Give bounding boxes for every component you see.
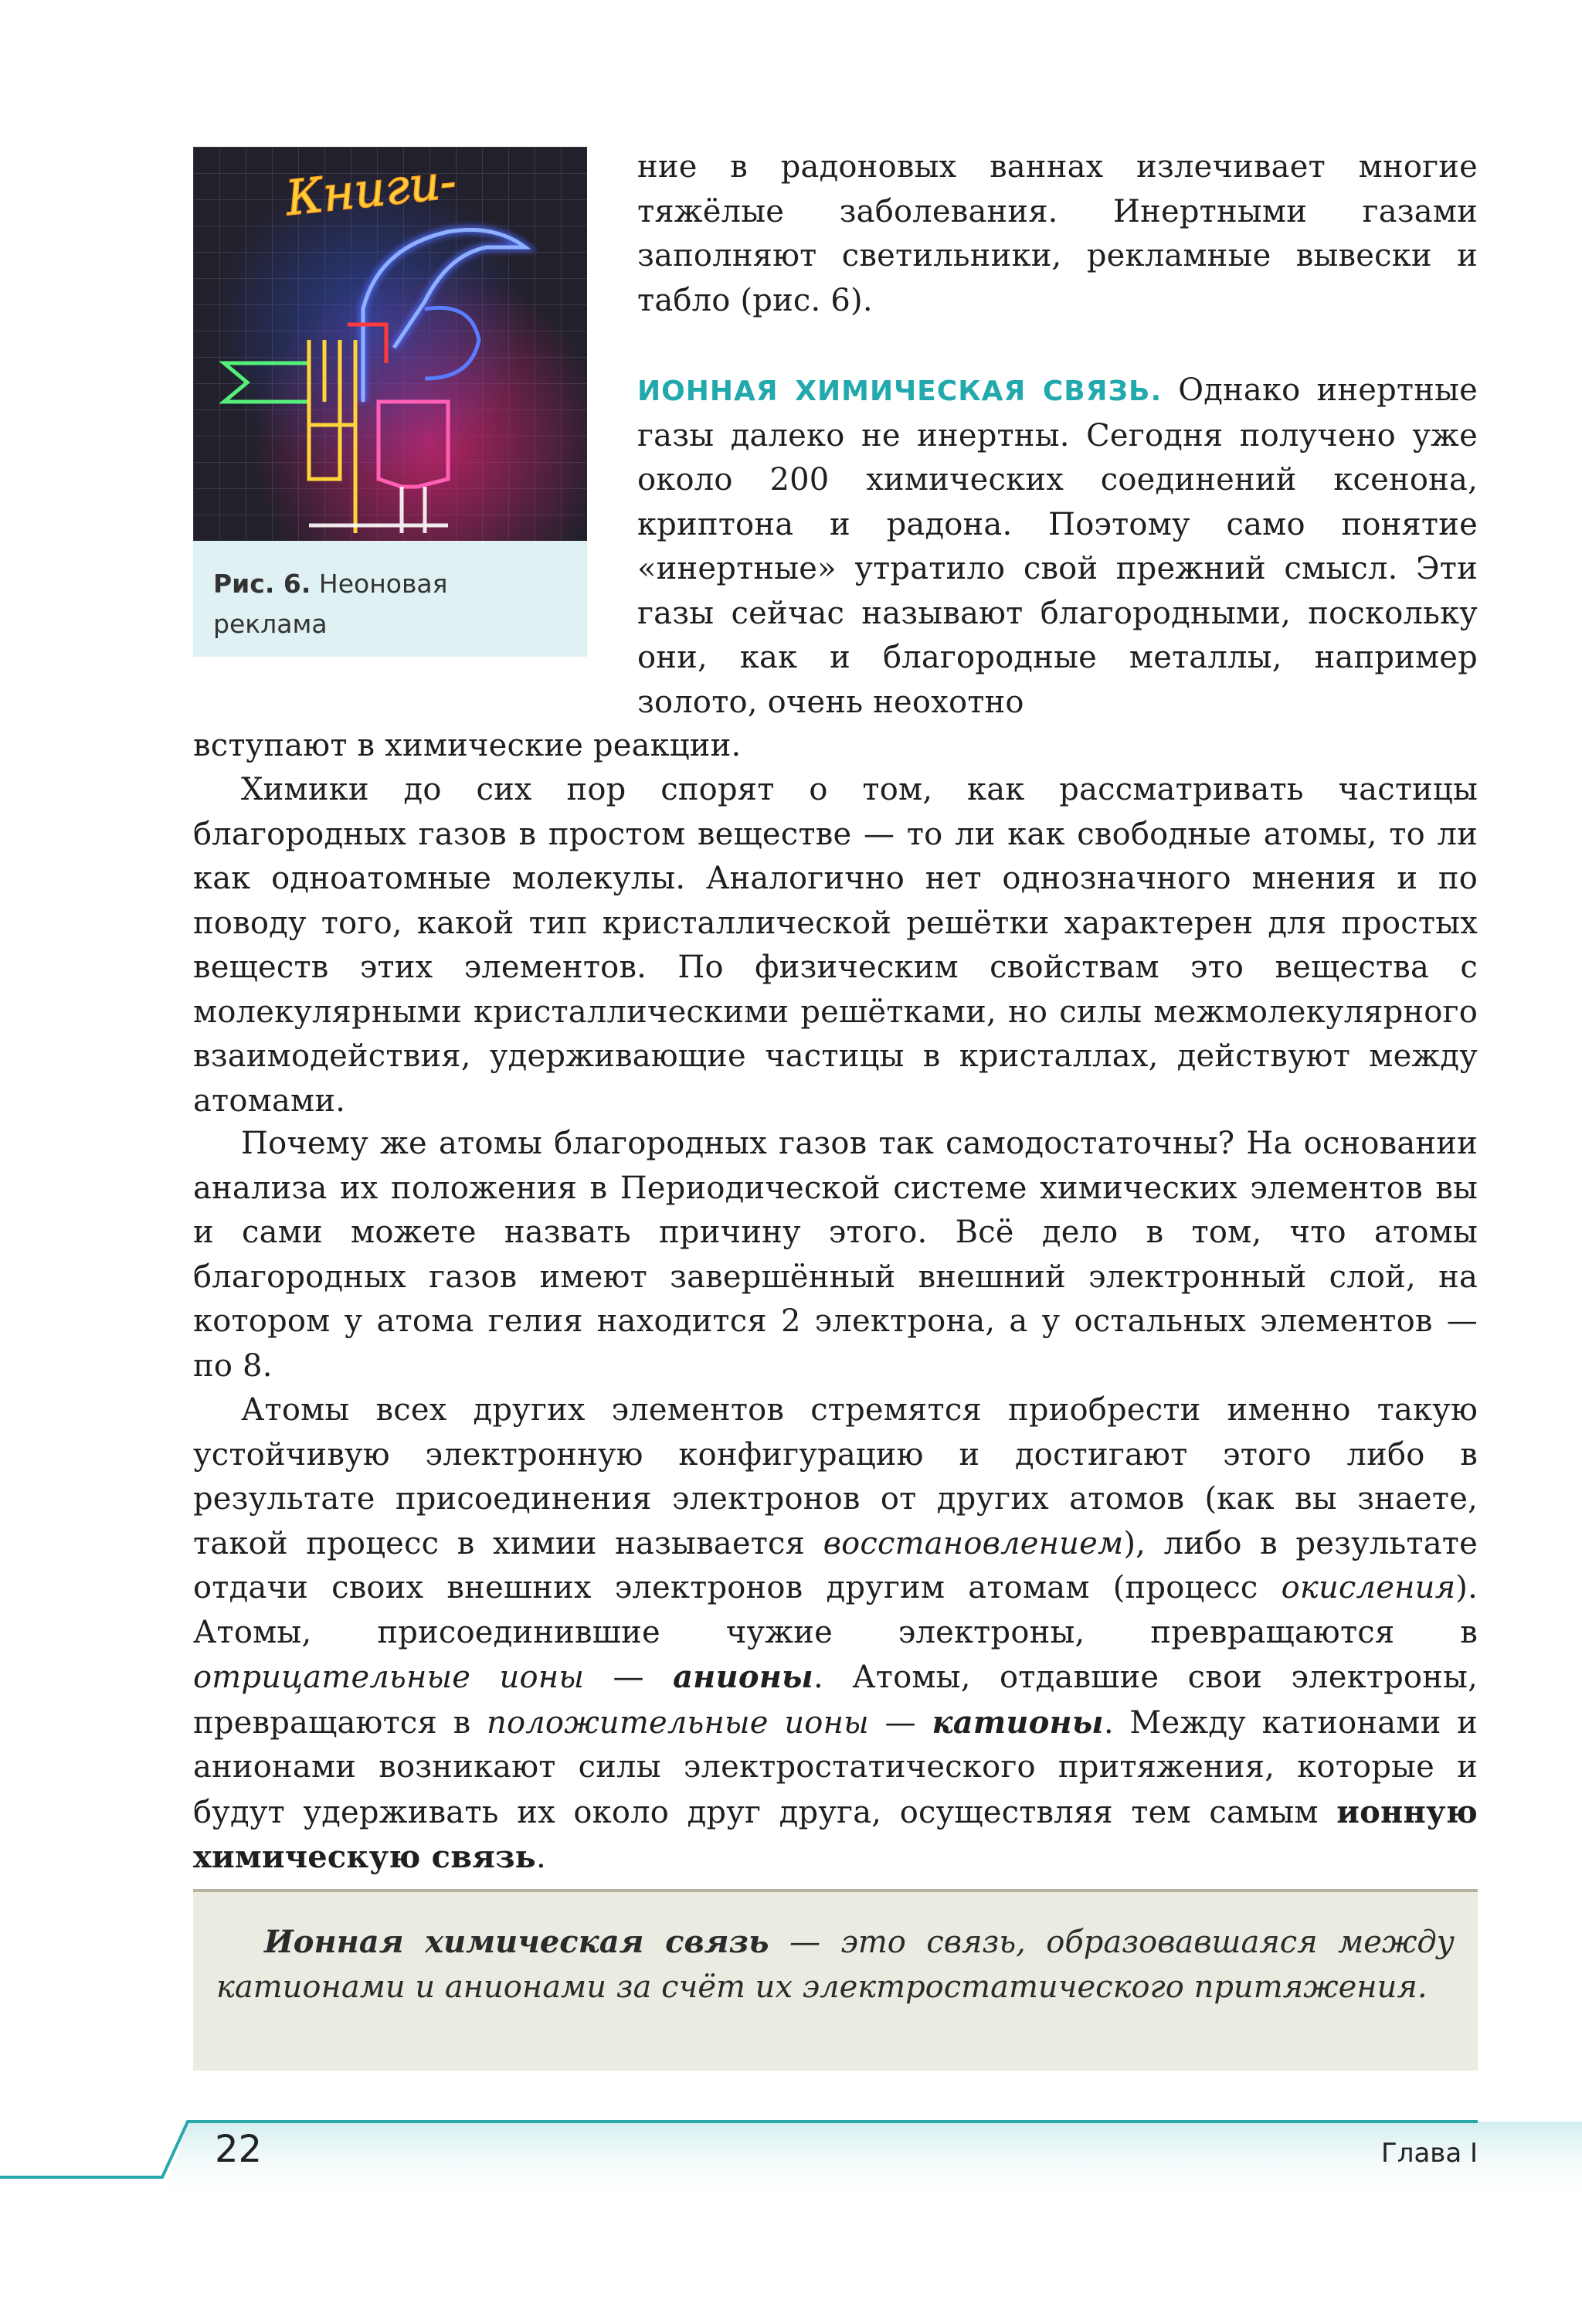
p4-text-7: . Между катионами и анионами возникают силы электростатического притяжения, которые и будут удерживать их около друг друга, осуществляя тем самым [193, 1704, 1478, 1830]
definition-term: Ионная химическая связь [264, 1924, 769, 1960]
section-text: Однако инертные газы далеко не инертны. Сегодня получено уже около 200 химических соединений ксенона, криптона и радона. Поэтому само понятие «инертные» утратило свой прежний смысл. Эти газы сейчас называют благородными, поскольку они, как и благородные металлы, например золото, очень неохотно [637, 372, 1478, 720]
definition-body: — это связь, образовавшаяся между катионами и анионами за счёт их электростатического притяжения. [216, 1925, 1455, 2005]
term-anions: анионы [673, 1659, 813, 1695]
page-number: 22 [215, 2128, 263, 2171]
term-cations: катионы [932, 1704, 1104, 1741]
p4-text-2: ), либо в результате отдачи своих внешних электронов другим атомам (процесс [193, 1525, 1478, 1605]
term-negative-ions: отрицательные ионы [193, 1660, 585, 1695]
section-heading: ИОННАЯ ХИМИЧЕСКАЯ СВЯЗЬ. [637, 375, 1163, 407]
neon-sign-text: Книги- [283, 152, 459, 227]
paragraph-ion-formation [193, 1388, 1478, 1881]
p4-text-4: — [584, 1660, 674, 1695]
definition-text [216, 1920, 1455, 2010]
intro-paragraph: ние в радоновых ваннах излечивает многие тяжёлые заболевания. Инертными газами заполняют светильники, рекламные вывески и табло (рис. 6). [637, 149, 1478, 318]
term-oxidation: окисления [1281, 1570, 1456, 1605]
neon-sign-photo [193, 147, 587, 541]
term-positive-ions: положительные ионы [487, 1704, 869, 1741]
figure-neon-ad [193, 147, 587, 657]
section-continuation: вступают в химические реакции. [193, 728, 742, 763]
p4-text-6: — [868, 1704, 932, 1741]
p4-text-5: . Атомы, отдавшие свои электроны, превращаются в [193, 1660, 1478, 1741]
term-reduction: восстановлением [823, 1525, 1124, 1561]
chapter-label: Глава I [1380, 2138, 1478, 2169]
definition-box [193, 1889, 1478, 2071]
figure-caption-label: Рис. 6. [213, 569, 311, 599]
figure-caption-text: Неоновая реклама [213, 569, 448, 639]
p4-text-1: Атомы всех других элементов стремятся приобрести именно такую устойчивую электронную конфигурацию и достигают этого либо в результате присоединения электронов от других атомов (как вы знаете, такой процесс в химии называется [193, 1392, 1478, 1561]
paragraph-self-sufficiency: Почему же атомы благородных газов так самодостаточны? На основании анализа их положения в Периодической системе химических элементов вы и сами можете назвать причину этого. Всё дело в том, что атомы благородных газов имеют завершённый внешний электронный слой, на котором у атома гелия находится 2 электрона, а у остальных элементов — по 8. [193, 1126, 1478, 1384]
figure-caption [193, 541, 587, 657]
p4-text-8: . [536, 1840, 546, 1875]
p4-text-3: ). Атомы, присоединившие чужие электроны, превращаются в [193, 1570, 1478, 1650]
section-paragraph [637, 369, 1478, 725]
paragraph-noble-gases-particles: Химики до сих пор спорят о том, как рассматривать частицы благородных газов в простом веществе — то ли как свободные атомы, то ли как одноатомные молекулы. Аналогично нет однозначного мнения и по поводу того, какой тип кристаллической решётки характерен для простых веществ этих элементов. По физическим свойствам это вещества с молекулярными кристаллическими решётками, но силы межмолекулярного взаимодействия, удерживающие частицы в кристаллах, действуют между атомами. [193, 772, 1478, 1119]
term-ionic-bond: ионную химическую связь [193, 1793, 1478, 1875]
